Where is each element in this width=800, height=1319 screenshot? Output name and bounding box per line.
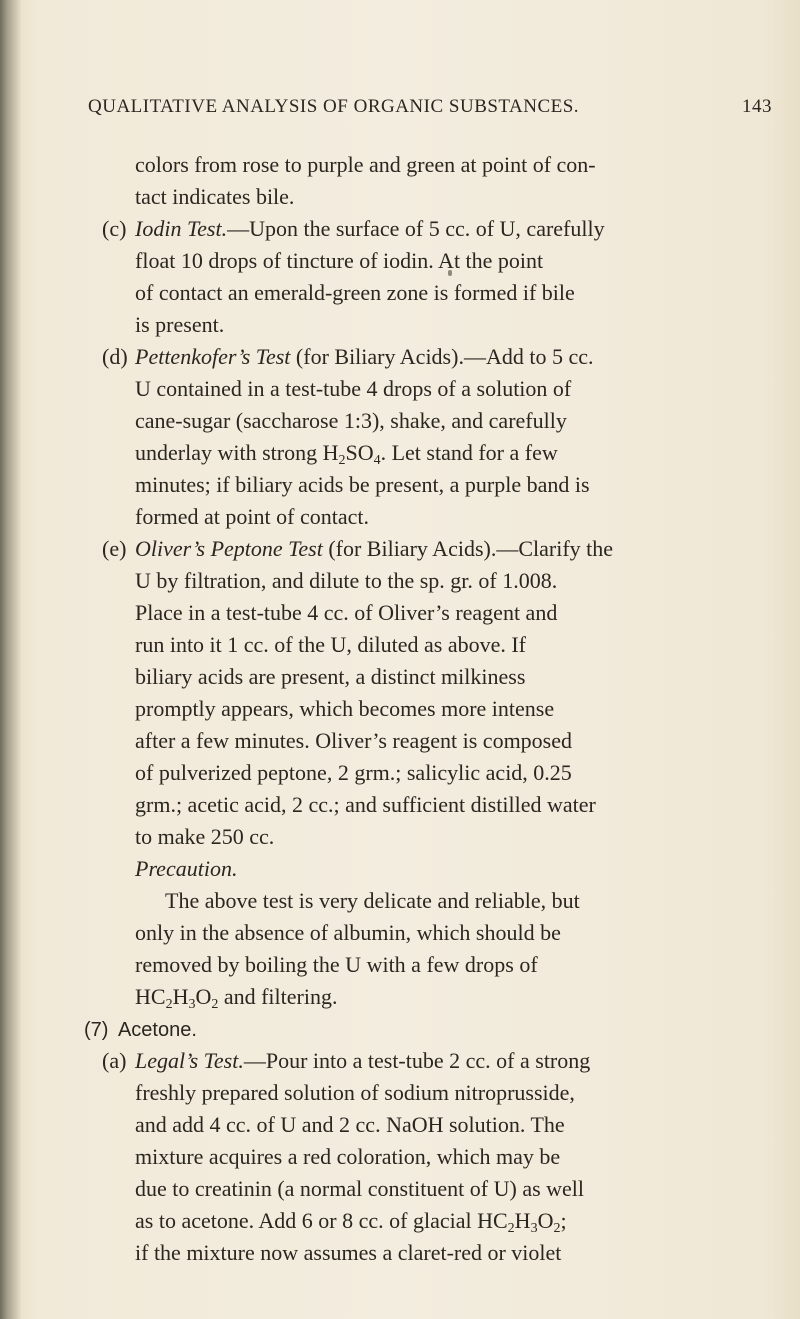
item-label-d: (d) [102, 344, 128, 369]
text-line: The above test is very delicate and reliable, but [165, 888, 580, 913]
text-line: and add 4 cc. of U and 2 cc. NaOH solution. The [135, 1112, 565, 1137]
text-line: removed by boiling the U with a few drops of [135, 952, 538, 977]
acetone-title: Acetone. [117, 1019, 197, 1041]
section-number-7: (7) [84, 1019, 109, 1041]
text-line: only in the absence of albumin, which should be [135, 920, 561, 945]
text-line: to make 250 cc. [135, 824, 275, 849]
text-line: run into it 1 cc. of the U, diluted as above. If [135, 632, 527, 657]
iodin-test-heading-line: (c) Iodin Test.—Upon the surface of 5 cc. of U, carefully [102, 216, 605, 241]
text-line: U contained in a test-tube 4 drops of a solution of [135, 376, 572, 401]
text-line: is present. [135, 312, 225, 337]
olivers-test-title: Oliver’s Peptone Test [135, 536, 323, 561]
text-line: $HC_2H_3O_2$ and filtering. [135, 984, 338, 1012]
header-title: QUALITATIVE ANALYSIS OF ORGANIC SUBSTANCES. [88, 96, 580, 117]
text-line: formed at point of contact. [135, 504, 369, 529]
text-line: of contact an emerald-green zone is formed if bile [135, 280, 575, 305]
text-line: due to creatinin (a normal constituent of U) as well [135, 1176, 585, 1201]
text-line: colors from rose to purple and green at point of con- [135, 152, 596, 177]
text-line: if the mixture now assumes a claret-red or violet [135, 1240, 562, 1265]
text-line: after a few minutes. Oliver’s reagent is composed [135, 728, 573, 753]
page-number: 143 [742, 96, 772, 117]
precaution-heading: Precaution. [135, 856, 238, 881]
text-line: U by filtration, and dilute to the sp. gr. of 1.008. [135, 568, 558, 593]
text-line: minutes; if biliary acids be present, a purple band is [135, 472, 590, 497]
text-line: grm.; acetic acid, 2 cc.; and sufficient distilled water [135, 792, 596, 817]
text-line: biliary acids are present, a distinct milkiness [135, 664, 526, 689]
legals-test-heading-line: (a) Legal’s Test.—Pour into a test-tube 2 cc. of a strong [102, 1048, 591, 1073]
legals-test-title: Legal’s Test. [135, 1048, 244, 1073]
book-gutter-shadow [0, 0, 22, 1319]
acetone-section-heading [84, 1016, 197, 1043]
text-line: float 10 drops of tincture of iodin. At the point [135, 248, 544, 273]
item-label-c: (c) [102, 216, 127, 241]
text-line: mixture acquires a red coloration, which may be [135, 1144, 561, 1169]
pettenkofer-test-title: Pettenkofer’s Test [135, 344, 291, 369]
olivers-test-heading-line: (e) Oliver’s Peptone Test (for Biliary Acids).—Clarify the [102, 536, 614, 561]
item-label-e: (e) [102, 536, 127, 561]
text-line: as to acetone. Add 6 or 8 cc. of glacial $HC_2H_3O_2$; [135, 1208, 567, 1236]
text-line: cane-sugar (saccharose 1:3), shake, and carefully [135, 408, 567, 433]
text-line: freshly prepared solution of sodium nitroprusside, [135, 1080, 575, 1105]
text-line: underlay with strong $H_2SO_4$. Let stand for a few [135, 440, 558, 468]
text-line: promptly appears, which becomes more intense [135, 696, 555, 721]
item-label-a: (a) [102, 1048, 127, 1073]
iodin-test-title: Iodin Test. [135, 216, 228, 241]
text-line: of pulverized peptone, 2 grm.; salicylic acid, 0.25 [135, 760, 572, 785]
pettenkofer-test-heading-line: (d) Pettenkofer’s Test (for Biliary Acids).—Add to 5 cc. [102, 344, 594, 369]
text-line: tact indicates bile. [135, 184, 295, 209]
text-line: Place in a test-tube 4 cc. of Oliver’s reagent and [135, 600, 558, 625]
